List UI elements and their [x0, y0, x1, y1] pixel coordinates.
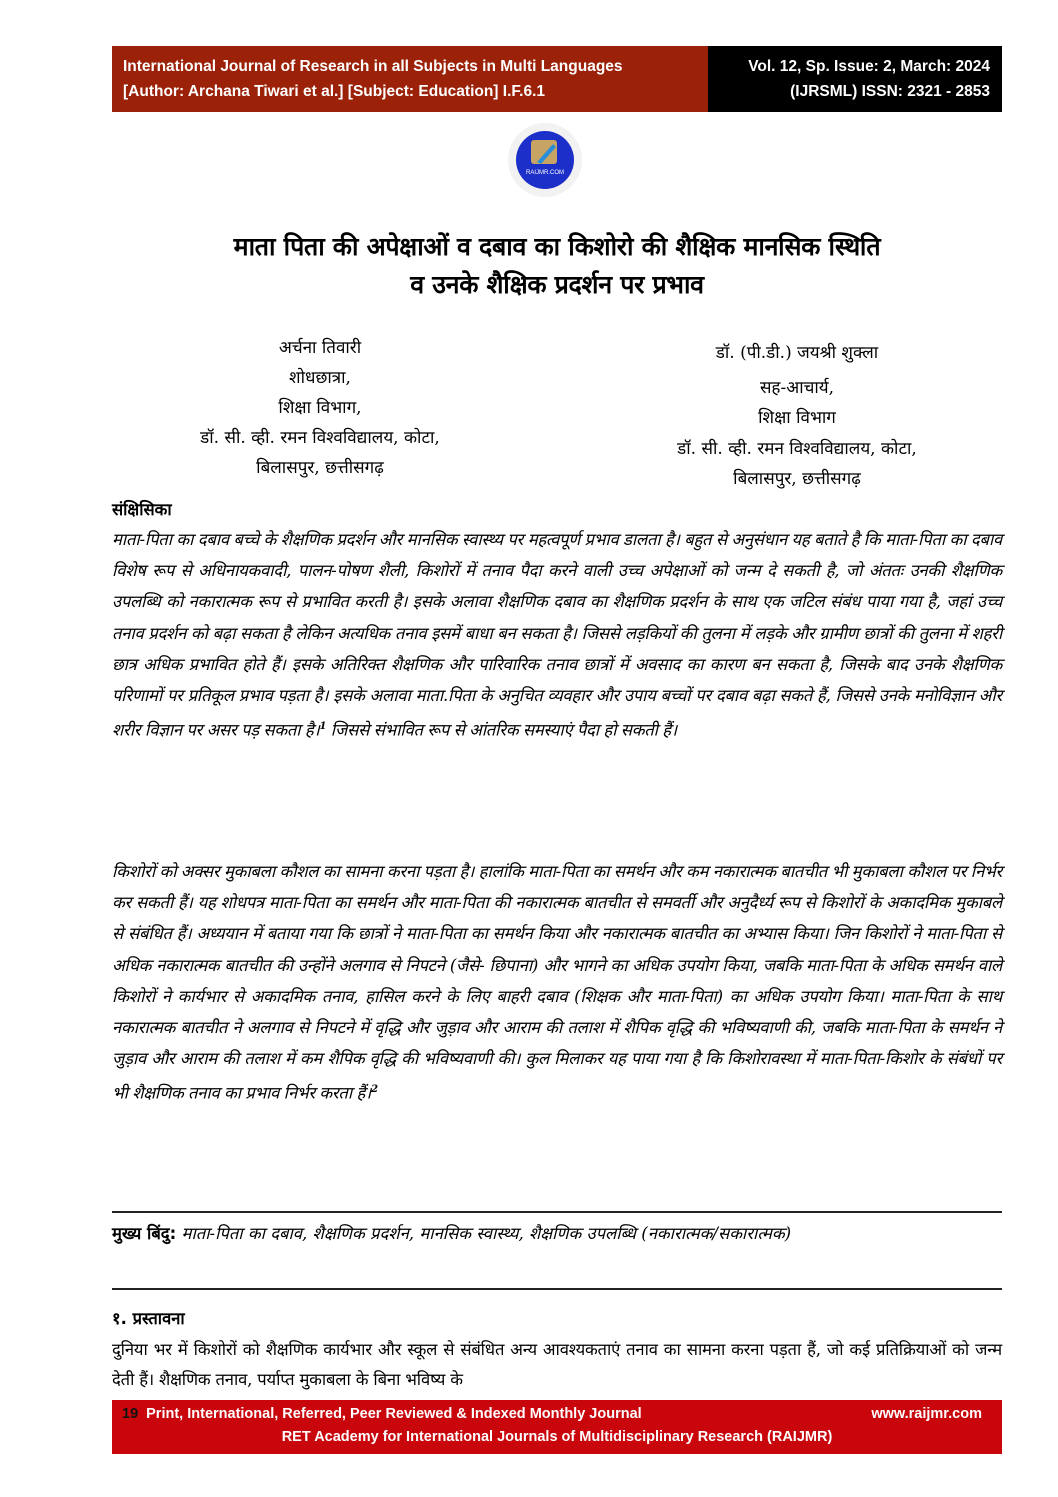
author-block-2: [612, 338, 982, 495]
abstract-heading: संक्षिसिका: [112, 500, 172, 519]
website-link[interactable]: www.raijmr.com: [871, 1406, 982, 1422]
author-name: डॉ. (पी.डी.) जयश्री शुक्ला: [715, 343, 879, 363]
title-line-1: माता पिता की अपेक्षाओं व दबाव का किशोरो की शैक्षिक मानसिक स्थिति: [233, 232, 881, 261]
author-university: डॉ. सी. व्ही. रमन विश्वविद्यालय, कोटा,: [200, 428, 440, 448]
author-department: शिक्षा विभाग: [758, 408, 836, 428]
footer-tagline: Print, International, Referred, Peer Reviewed & Indexed Monthly Journal: [146, 1406, 642, 1422]
author-subject-line: [Author: Archana Tiwari et al.] [Subject: Education] I.F.6.1: [123, 83, 545, 100]
logo-center-text: RAIJMR.COM: [526, 170, 564, 176]
author-department: शिक्षा विभाग,: [278, 398, 362, 418]
header-left-band: [112, 46, 708, 112]
page-number: 19: [122, 1406, 139, 1422]
introduction-heading: १. प्रस्तावना: [112, 1309, 185, 1328]
keywords: [112, 1218, 1002, 1249]
author-role: सह-आचार्य,: [759, 377, 835, 398]
author-role: शोधछात्रा,: [289, 368, 351, 388]
author-location: बिलासपुर, छत्तीसगढ़: [256, 458, 384, 478]
header-right-band: [708, 46, 1002, 112]
author-university: डॉ. सी. व्ही. रमन विश्वविद्यालय, कोटा,: [677, 438, 917, 459]
divider-top: [112, 1211, 1002, 1213]
keywords-label: मुख्य बिंदु:: [112, 1224, 177, 1243]
journal-footer: [112, 1400, 1002, 1454]
journal-name: International Journal of Research in all Subjects in Multi Languages: [123, 58, 623, 75]
author-block-1: [130, 333, 510, 483]
abstract-text: माता-पिता का दबाव बच्चे के शैक्षणिक प्रदर्शन और मानसिक स्वास्थ्य पर महत्वपूर्ण प्रभाव डालता है। बहुत से अनुसंधान यह बताते है कि माता-पिता का दबाव विशेष रूप से अधिनायकवादी, पालन-पोषण शैली, किशोरों में तनाव पैदा करने वाली उच्च अपेक्षाओं को जन्म दे सकती है, जो अंततः उनकी शैक्षणिक उपलब्धि को नकारात्मक रूप से प्रभावित करती है। इसके अलावा शैक्षणिक दबाव का शैक्षणिक प्रदर्शन के साथ एक जटिल संबंध पाया गया है, जहां उच्च तनाव प्रदर्शन को बढ़ा सकता है लेकिन अत्यधिक तनाव इसमें बाधा बन सकता है। जिससे लड़कियों की तुलना में लड़के और ग्रामीण छात्रों की तुलना में शहरी छात्र अधिक प्रभावित होते हैं। इसके अतिरिक्त शैक्षणिक और पारिवारिक तनाव छात्रों में अवसाद का कारण बन सकता है, जिसके बाद उनके शैक्षणिक परिणामों पर प्रतिकूल प्रभाव पड़ता है। इसके अलावा माता.पिता के अनुचित व्यवहार और उपाय बच्चों पर दबाव बढ़ा सकते हैं, जिससे उनके मनोविज्ञान और शरीर विज्ञान पर असर पड़ सकता है।: [112, 530, 1002, 740]
introduction-text: दुनिया भर में किशोरों को शैक्षणिक कार्यभार और स्कूल से संबंधित अन्य आवश्यकताएं तनाव का सामना करना पड़ता हैं, जो कई प्रतिक्रियाओं को जन्म देती हैं। शैक्षणिक तनाव, पर्याप्त मुकाबला के बिना भविष्य के: [112, 1340, 1002, 1389]
author-name: अर्चना तिवारी: [278, 338, 362, 358]
abstract-text-tail: जिससे संभावित रूप से आंतरिक समस्याएं पैदा हो सकती हैं।: [326, 720, 677, 740]
publisher-name: RET Academy for International Journals of Multidisciplinary Research (RAIJMR): [281, 1429, 833, 1445]
abstract-paragraph-2: [112, 856, 1002, 1109]
footnote-ref-2[interactable]: 2: [371, 1084, 378, 1096]
issn: (IJRSML) ISSN: 2321 - 2853: [790, 83, 990, 100]
title-line-2: व उनके शैक्षिक प्रदर्शन पर प्रभाव: [410, 270, 704, 299]
footnote-ref-1[interactable]: 1: [319, 721, 327, 733]
author-location: बिलासपुर, छत्तीसगढ़: [733, 469, 861, 489]
raijmr-logo: [507, 122, 583, 198]
journal-header: [112, 46, 1002, 112]
divider-bottom: [112, 1288, 1002, 1290]
abstract-text: किशोरों को अक्सर मुकाबला कौशल का सामना करना पड़ता है। हालांकि माता-पिता का समर्थन और कम नकारात्मक बातचीत भी मुकाबला कौशल पर निर्भर कर सकती हैं। यह शोधपत्र माता-पिता का समर्थन और माता-पिता की नकारात्मक बातचीत से समवर्ती और अनुदैर्ध्य रूप से किशोरों के अकादमिक मुकाबले से संबंधित हैं। अध्ययान में बताया गया कि छात्रों ने माता-पिता का समर्थन किया और नकारात्मक बातचीत का अभ्यास किया। जिन किशोरों ने माता-पिता से अधिक नकारात्मक बातचीत की उन्होंने अलगाव से निपटने (जैसे- छिपाना) और भागने का अधिक उपयोग किया, जबकि माता-पिता के अधिक समर्थन वाले किशोरों ने कार्यभार से अकादमिक तनाव, हासिल करने के लिए बाहरी दबाव (शिक्षक और माता-पिता) का अधिक उपयोग किया। माता-पिता के साथ नकारात्मक बातचीत ने अलगाव से निपटने में वृद्धि और जुड़ाव और आराम की तलाश में शैपिक वृद्धि की भविष्यवाणी की, जबकि माता-पिता के समर्थन ने जुड़ाव और आराम की तलाश में कम शैपिक वृद्धि की भविष्यवाणी की। कुल मिलाकर यह पाया गया है कि किशोरावस्था में माता-पिता-किशोर के संबंधों पर भी शैक्षणिक तनाव का प्रभाव निर्भर करता हैं।: [112, 862, 1002, 1103]
keywords-text: माता-पिता का दबाव, शैक्षणिक प्रदर्शन, मानसिक स्वास्थ्य, शैक्षणिक उपलब्धि (नकारात्मक/सकारात्मक): [176, 1224, 792, 1243]
paper-title: [112, 228, 1002, 304]
abstract-paragraph-1: [112, 524, 1002, 746]
volume-issue: Vol. 12, Sp. Issue: 2, March: 2024: [748, 58, 990, 75]
